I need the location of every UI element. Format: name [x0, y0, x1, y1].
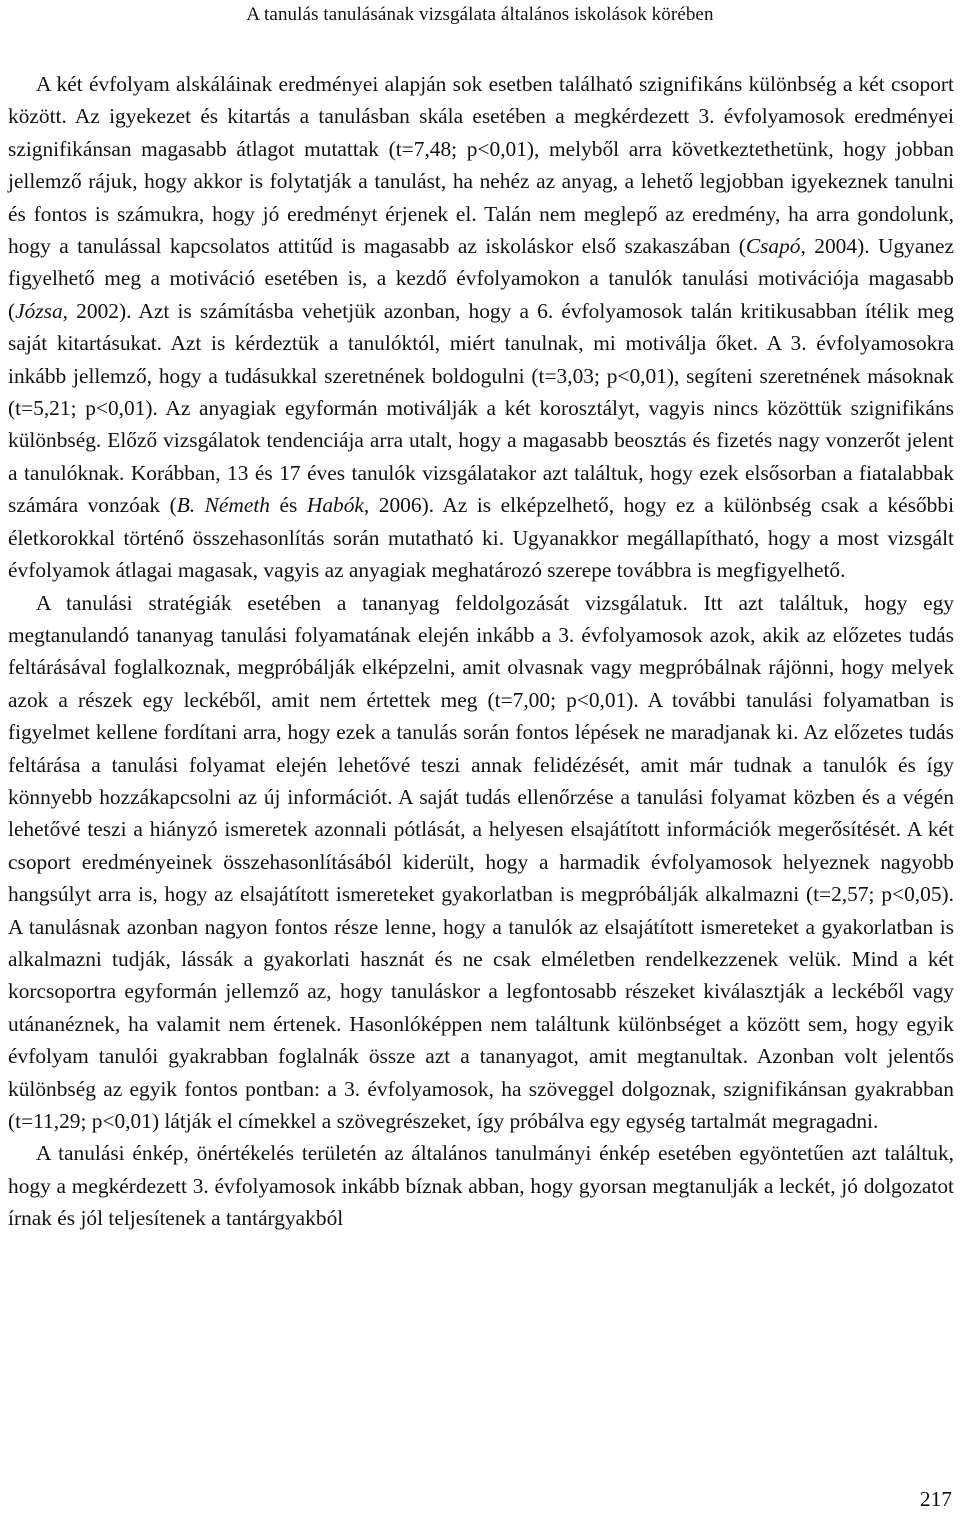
paragraph — [8, 1137, 954, 1234]
body-text — [8, 68, 954, 1235]
citation-author: Csapó — [745, 234, 801, 259]
text-span: A tanulási énkép, önértékelés területén az általános tanulmányi énkép esetében egyöntetűen azt találtuk, hogy a megkérdezett 3. évfolyamosok inkább bíznak abban, hogy gyorsan megtanulják a leckét, jó dolgozatot írnak és jól teljesítenek a tantárgyakból — [8, 1141, 954, 1231]
text-span: , 2002). Azt is számításba vehetjük azonban, hogy a 6. évfolyamosok talán kritikusabban ítélik meg saját kitartásukat. Azt is kérdeztük a tanulóktól, miért tanulnak, mi motiválja őket. A 3. évfolyamosokra inkább jellemző, hogy a tudásukkal szeretnének boldogulni (t=3,03; p<0,01), segíteni szeretnének másoknak (t=5,21; p<0,01). Az anyagiak egyformán motiválják a két korosztályt, vagyis nincs közöttük szignifikáns különbség. Előző vizsgálatok tendenciája arra utalt, hogy a magasabb beosztás és fizetés nagy vonzerőt jelent a tanulóknak. Korábban, 13 és 17 éves tanulók vizsgálatakor azt találtuk, hogy ezek elsősorban a fiatalabbak számára vonzóak ( — [8, 298, 954, 518]
citation-author: B. Németh — [176, 493, 271, 518]
text-span: A két évfolyam alskáláinak eredményei alapján sok esetben található szignifikáns különbség a két csoport között. Az igyekezet és kitartás a tanulásban skála esetében a megkérdezett 3. évfolyamosok eredményei szignifikánsan magasabb átlagot mutattak (t=7,48; p<0,01), melyből arra következtethetünk, hogy jobban jellemző rájuk, hogy akkor is folytatják a tanulást, ha nehéz az anyag, a lehető legjobban igyekeznek tanulni és fontos is számukra, hogy jó eredményt érjenek el. Talán nem meglepő az eredmény, ha arra gondolunk, hogy a tanulással kapcsolatos attitűd is magasabb az iskoláskor első szakaszában ( — [8, 72, 954, 259]
paragraph — [8, 68, 954, 587]
text-span: A tanulási stratégiák esetében a tananyag feldolgozását vizsgálatuk. Itt azt találtuk, hogy egy megtanulandó tananyag tanulási folyamatának elején inkább a 3. évfolyamosok azok, akik az előzetes tudás feltárásával foglalkoznak, megpróbálják elképzelni, amit olvasnak vagy megpróbálnak rájönni, hogy melyek azok a részek egy leckéből, amit nem értettek meg (t=7,00; p<0,01). A további tanulási folyamatban is figyelmet kellene fordítani arra, hogy ezek a tanulás során fontos lépések ne maradjanak ki. Az előzetes tudás feltárása a tanulási folyamat elején lehetővé teszi annak felidézését, amit már tudnak a tanulók és így könnyebb hozzákapcsolni az új információt. A saját tudás ellenőrzése a tanulási folyamat közben és a végén lehetővé teszi a hiányzó ismeretek azonnali pótlását, a helyesen elsajátított információk megerősítését. A két csoport eredményeinek összehasonlításából kiderült, hogy a harmadik évfolyamosok helyeznek nagyobb hangsúlyt arra is, hogy az elsajátított ismereteket gyakorlatban is megpróbálják alkalmazni (t=2,57; p<0,05). A tanulásnak azonban nagyon fontos része lenne, hogy a tanulók az elsajátított ismereteket a gyakorlatban is alkalmazni tudják, lássák a gyakorlati hasznát és ne csak elméletben rendelkezzenek velük. Mind a két korcsoportra egyformán jellemző az, hogy tanuláskor a legfontosabb részeket kiválasztják a leckéből vagy utánanéznek, ha valamit nem értenek. Hasonlóképpen nem találtunk különbséget a között sem, hogy egyik évfolyam tanulói gyakrabban foglalnák össze azt a tananyagot, amit megtanultak. Azonban volt jelentős különbség az egyik fontos pontban: a 3. évfolyamosok, ha szöveggel dolgoznak, szignifikánsan gyakrabban (t=11,29; p<0,01) látják el címekkel a szövegrészeket, így próbálva egy egység tartalmát megragadni. — [8, 590, 954, 1133]
page-number: 217 — [919, 1487, 952, 1511]
text-span: , 2004). Ugyanez figyelhető meg a motiváció esetében is, a kezdő évfolyamokon a tanulók tanulási motivációja magasabb ( — [8, 234, 954, 323]
running-header: A tanulás tanulásának vizsgálata általános iskolások körében — [246, 4, 714, 25]
text-span: és — [270, 493, 307, 518]
text-span: , 2006). Az is elképzelhető, hogy ez a különbség csak a későbbi életkorokkal történő összehasonlítás során mutatható ki. Ugyanakkor megállapítható, hogy a most vizsgált évfolyamok átlagai magasak, vagyis az anyagiak meghatározó szerepe továbbra is megfigyelhető. — [8, 493, 955, 583]
paragraph — [8, 587, 954, 1138]
citation-author: Habók — [306, 493, 364, 518]
citation-author: Józsa — [15, 298, 63, 323]
